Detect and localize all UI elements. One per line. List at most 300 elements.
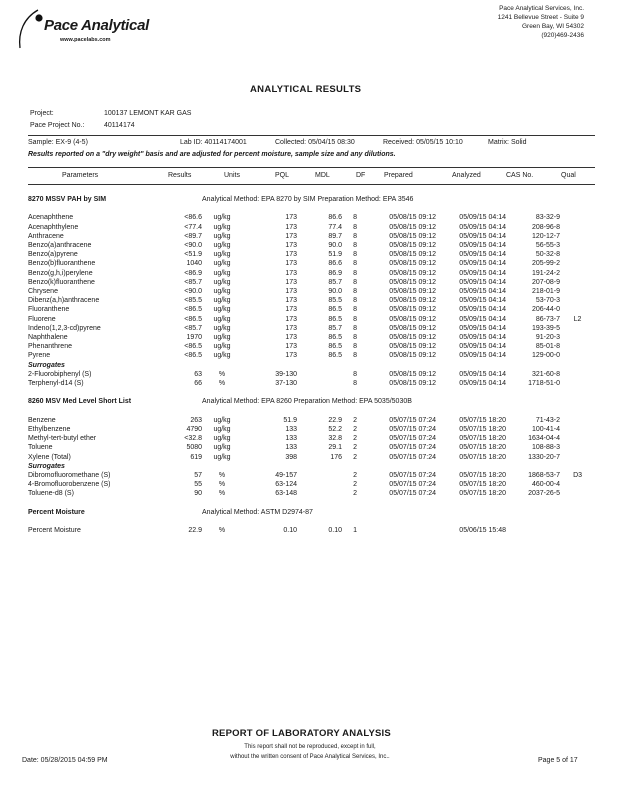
- lab-city: Green Bay, WI 54302: [521, 23, 584, 30]
- qual-cell: [560, 223, 595, 232]
- df-cell: 8: [353, 251, 357, 259]
- parameter-cell: Pyrene: [28, 352, 51, 360]
- cas-no-cell: 1868-53-7: [528, 472, 561, 480]
- df-cell: 8: [353, 297, 357, 305]
- result-cell: 22.9: [188, 527, 203, 535]
- prepared-cell: [370, 526, 436, 535]
- project-value: 100137 LEMONT KAR GAS: [104, 110, 192, 117]
- logo-wordmark: Pace Analytical: [44, 17, 150, 34]
- prepared-cell: 05/08/15 09:12: [389, 297, 437, 305]
- units-cell: ug/kg: [213, 444, 231, 452]
- table-row: [28, 296, 595, 305]
- df-cell: 8: [353, 306, 357, 314]
- mdl-cell: 86.5: [328, 334, 343, 342]
- section-method: Analytical Method: EPA 8270 by SIM Preparation Method: EPA 3546: [202, 196, 414, 203]
- col-header-cas: CAS No.: [506, 172, 534, 179]
- result-cell: <86.5: [184, 315, 203, 323]
- table-row: [28, 250, 595, 259]
- cas-no-cell: 86-73-7: [535, 315, 561, 323]
- table-row: [28, 370, 595, 379]
- results-note: Results reported on a "dry weight" basis and are adjusted for percent moisture, sample size and any dilutions.: [28, 151, 396, 158]
- analyzed-cell: 05/09/15 04:14: [459, 288, 507, 296]
- prepared-cell: 05/08/15 09:12: [389, 278, 437, 286]
- section-header-row: [28, 397, 595, 406]
- qual-cell: D3: [573, 472, 583, 480]
- prepared-cell: 05/08/15 09:12: [389, 370, 437, 378]
- pql-cell: 173: [285, 288, 298, 296]
- analyzed-cell: 05/09/15 04:14: [459, 251, 507, 259]
- section-method: Analytical Method: EPA 8260 Preparation Method: EPA 5035/5030B: [202, 398, 412, 406]
- gap-cell: [28, 499, 595, 508]
- parameter-cell: Toluene: [28, 444, 53, 452]
- table-row: [28, 526, 595, 535]
- mdl-cell: [297, 489, 342, 498]
- table-row: [28, 351, 595, 360]
- units-cell: ug/kg: [213, 251, 231, 259]
- prepared-cell: 05/08/15 09:12: [389, 269, 437, 277]
- parameter-cell: Naphthalene: [28, 334, 68, 342]
- cas-no-cell: 53-70-3: [535, 297, 561, 305]
- qual-cell: [560, 287, 595, 296]
- result-cell: 5080: [186, 444, 203, 452]
- prepared-cell: 05/08/15 09:12: [389, 315, 437, 323]
- analyzed-cell: 05/09/15 04:14: [459, 352, 507, 360]
- result-cell: 619: [190, 453, 203, 461]
- table-row: [28, 232, 595, 241]
- parameter-cell: Indeno(1,2,3-cd)pyrene: [28, 324, 101, 332]
- received: Received: 05/05/15 10:10: [383, 139, 463, 146]
- cas-no-cell: 207-08-9: [531, 278, 561, 286]
- result-cell: <85.7: [184, 278, 203, 286]
- qual-cell: [560, 416, 595, 425]
- analyzed-cell: 05/07/15 18:20: [459, 444, 507, 452]
- prepared-cell: 05/07/15 07:24: [389, 416, 437, 424]
- df-cell: 8: [353, 214, 357, 222]
- qual-cell: [560, 370, 595, 379]
- analyzed-cell: 05/09/15 04:14: [459, 214, 507, 222]
- mdl-cell: 85.7: [328, 278, 343, 286]
- report-date: Date: 05/28/2015 04:59 PM: [22, 757, 108, 764]
- footer-line-1: This report shall not be reproduced, except in full,: [244, 744, 376, 750]
- gap-cell: [28, 388, 595, 397]
- section-name: Percent Moisture: [28, 508, 85, 516]
- qual-cell: [560, 296, 595, 305]
- cas-no-cell: 460-00-4: [531, 481, 561, 489]
- mdl-cell: 90.0: [328, 288, 343, 296]
- page-number: Page 5 of 17: [538, 757, 578, 764]
- df-cell: 2: [353, 416, 357, 424]
- parameter-cell: Phenanthrene: [28, 343, 72, 351]
- qual-cell: [560, 443, 595, 452]
- df-cell: 8: [353, 380, 357, 388]
- mdl-cell: 52.2: [328, 426, 343, 434]
- result-cell: <86.5: [184, 343, 203, 351]
- surrogates-label-row: [28, 361, 595, 370]
- result-cell: 90: [194, 490, 203, 498]
- prepared-cell: 05/08/15 09:12: [389, 251, 437, 259]
- pql-cell: 49-157: [275, 472, 298, 480]
- units-cell: ug/kg: [213, 306, 231, 314]
- analyzed-cell: 05/07/15 18:20: [459, 481, 507, 489]
- sample-id: Sample: EX-9 (4-5): [28, 139, 88, 146]
- pql-cell: 173: [285, 343, 298, 351]
- units-cell: %: [218, 472, 226, 480]
- mdl-cell: 86.5: [328, 306, 343, 314]
- pql-cell: 173: [285, 334, 298, 342]
- table-row: [28, 342, 595, 351]
- result-cell: 263: [190, 416, 203, 424]
- prepared-cell: 05/07/15 07:24: [389, 490, 437, 498]
- table-row: [28, 213, 595, 222]
- cas-no-cell: 1330-20-7: [528, 453, 561, 461]
- qual-cell: [560, 351, 595, 360]
- mdl-cell: 85.5: [328, 297, 343, 305]
- result-cell: <86.5: [184, 352, 203, 360]
- mdl-cell: 89.7: [328, 232, 343, 240]
- analyzed-cell: 05/07/15 18:20: [459, 490, 507, 498]
- cas-no-cell: 50-32-8: [535, 251, 561, 259]
- result-cell: <51.9: [184, 251, 203, 259]
- df-cell: 2: [353, 453, 357, 461]
- table-row: [28, 434, 595, 443]
- mdl-cell: 77.4: [328, 223, 343, 231]
- surrogates-label: Surrogates: [28, 361, 65, 369]
- pql-cell: 39-130: [275, 370, 298, 378]
- cas-no-cell: 208-96-8: [531, 223, 561, 231]
- result-cell: <86.9: [184, 269, 203, 277]
- result-cell: 57: [194, 472, 203, 480]
- units-cell: ug/kg: [213, 278, 231, 286]
- analyzed-cell: 05/09/15 04:14: [459, 306, 507, 314]
- analyzed-cell: 05/09/15 04:14: [459, 315, 507, 323]
- divider: [28, 167, 595, 168]
- mdl-cell: 86.5: [328, 315, 343, 323]
- df-cell: 8: [353, 334, 357, 342]
- parameter-cell: Chrysene: [28, 288, 58, 296]
- prepared-cell: 05/08/15 09:12: [389, 232, 437, 240]
- analyzed-cell: 05/07/15 18:20: [459, 472, 507, 480]
- parameter-cell: 2-Fluorobiphenyl (S): [28, 370, 92, 378]
- table-row: [28, 241, 595, 250]
- mdl-cell: [297, 379, 342, 388]
- result-cell: <77.4: [184, 223, 203, 231]
- df-cell: 8: [353, 343, 357, 351]
- collected: Collected: 05/04/15 08:30: [275, 139, 355, 146]
- cas-no-cell: 91-20-3: [535, 334, 561, 342]
- table-row: [28, 416, 595, 425]
- prepared-cell: 05/08/15 09:12: [389, 242, 437, 249]
- mdl-cell: [297, 370, 342, 379]
- mdl-cell: [297, 480, 342, 489]
- qual-cell: [560, 434, 595, 443]
- gap-cell: [28, 407, 595, 416]
- prepared-cell: 05/07/15 07:24: [389, 444, 437, 452]
- page-title: ANALYTICAL RESULTS: [250, 84, 362, 95]
- analyzed-cell: 05/09/15 04:14: [459, 269, 507, 277]
- units-cell: ug/kg: [213, 343, 231, 351]
- units-cell: ug/kg: [213, 232, 231, 240]
- qual-cell: [560, 342, 595, 351]
- qual-cell: [560, 333, 595, 342]
- df-cell: 8: [353, 242, 357, 249]
- qual-cell: [560, 526, 595, 535]
- qual-cell: [560, 250, 595, 259]
- df-cell: 2: [353, 481, 357, 489]
- prepared-cell: 05/08/15 09:12: [389, 306, 437, 314]
- units-cell: %: [218, 481, 226, 489]
- divider: [28, 184, 595, 185]
- pql-cell: 398: [285, 453, 298, 461]
- parameter-cell: Terphenyl-d14 (S): [28, 380, 84, 388]
- parameter-cell: Xylene (Total): [28, 453, 71, 461]
- parameter-cell: Benzo(g,h,i)perylene: [28, 269, 93, 277]
- section-header-row: [28, 195, 595, 204]
- qual-cell: L2: [573, 315, 582, 323]
- df-cell: 1: [353, 527, 357, 535]
- pql-cell: 173: [285, 278, 298, 286]
- pql-cell: 173: [285, 269, 298, 277]
- analyzed-cell: 05/06/15 15:48: [459, 527, 507, 535]
- units-cell: %: [218, 527, 226, 535]
- prepared-cell: 05/08/15 09:12: [389, 223, 437, 231]
- pace-project-label: Pace Project No.:: [30, 122, 85, 129]
- table-row: [28, 333, 595, 342]
- df-cell: 2: [353, 426, 357, 434]
- mdl-cell: 51.9: [328, 251, 343, 259]
- result-cell: <90.0: [184, 242, 203, 249]
- row-gap: [28, 388, 595, 397]
- pql-cell: 173: [285, 324, 298, 332]
- result-cell: 63: [194, 370, 203, 378]
- cas-no-cell: 71-43-2: [535, 416, 561, 424]
- table-row: [28, 269, 595, 278]
- parameter-cell: Anthracene: [28, 232, 64, 240]
- parameter-cell: Percent Moisture: [28, 527, 81, 535]
- pql-cell: 173: [285, 223, 298, 231]
- pql-cell: 133: [285, 444, 298, 452]
- table-row: [28, 489, 595, 498]
- units-cell: ug/kg: [213, 288, 231, 296]
- parameter-cell: 4-Bromofluorobenzene (S): [28, 481, 111, 489]
- mdl-cell: 90.0: [328, 242, 343, 249]
- parameter-cell: Benzo(a)pyrene: [28, 251, 78, 259]
- mdl-cell: 29.1: [328, 444, 343, 452]
- section-name: 8260 MSV Med Level Short List: [28, 398, 132, 406]
- cas-no-cell: 83-32-9: [535, 214, 561, 222]
- analyzed-cell: 05/07/15 18:20: [459, 453, 507, 461]
- section-header-row: [28, 508, 595, 517]
- pql-cell: 173: [285, 232, 298, 240]
- cas-no-cell: 1718-51-0: [528, 380, 561, 388]
- lab-street: 1241 Bellevue Street - Suite 9: [497, 14, 584, 21]
- df-cell: 8: [353, 370, 357, 378]
- qual-cell: [560, 379, 595, 388]
- units-cell: %: [218, 380, 226, 388]
- cas-no-cell: 108-88-3: [531, 444, 561, 452]
- cas-no-cell: 56-55-3: [535, 242, 561, 249]
- pql-cell: 173: [285, 260, 298, 268]
- col-header-df: DF: [356, 172, 366, 179]
- analyzed-cell: 05/09/15 04:14: [459, 232, 507, 240]
- pql-cell: 173: [285, 242, 298, 249]
- mdl-cell: 86.5: [328, 352, 343, 360]
- result-cell: 1040: [186, 260, 203, 268]
- cas-no-cell: 2037-26-5: [528, 490, 561, 498]
- lab-id: Lab ID: 40114174001: [180, 139, 247, 146]
- cas-no-cell: 321-60-8: [531, 370, 561, 378]
- prepared-cell: 05/08/15 09:12: [389, 288, 437, 296]
- analyzed-cell: 05/09/15 04:14: [459, 343, 507, 351]
- analyzed-cell: 05/09/15 04:14: [459, 334, 507, 342]
- parameter-cell: Fluorene: [28, 315, 56, 323]
- analyzed-cell: 05/07/15 18:20: [459, 435, 507, 443]
- prepared-cell: 05/08/15 09:12: [389, 334, 437, 342]
- pql-cell: 173: [285, 251, 298, 259]
- row-gap: [28, 204, 595, 213]
- df-cell: 8: [353, 260, 357, 268]
- gap-cell: [28, 517, 595, 526]
- pql-cell: 37-130: [275, 380, 298, 388]
- logo-swoosh-icon: [14, 6, 44, 52]
- col-header-units: Units: [224, 172, 240, 179]
- pql-cell: 173: [285, 297, 298, 305]
- qual-cell: [560, 324, 595, 333]
- units-cell: ug/kg: [213, 426, 231, 434]
- qual-cell: [560, 259, 595, 268]
- gap-cell: [28, 204, 595, 213]
- units-cell: ug/kg: [213, 352, 231, 360]
- col-header-analyzed: Analyzed: [452, 172, 481, 179]
- parameter-cell: Toluene-d8 (S): [28, 490, 74, 498]
- df-cell: 2: [353, 444, 357, 452]
- df-cell: 2: [353, 490, 357, 498]
- result-cell: <32.8: [184, 435, 203, 443]
- units-cell: ug/kg: [213, 435, 231, 443]
- parameter-cell: Benzo(b)fluoranthene: [28, 260, 96, 268]
- analyzed-cell: 05/09/15 04:14: [459, 242, 507, 249]
- prepared-cell: 05/07/15 07:24: [389, 435, 437, 443]
- lab-address: [498, 4, 584, 40]
- prepared-cell: 05/07/15 07:24: [389, 453, 437, 461]
- pql-cell: 173: [285, 214, 298, 222]
- units-cell: ug/kg: [213, 334, 231, 342]
- row-gap: [28, 517, 595, 526]
- table-row: [28, 443, 595, 452]
- result-cell: <85.7: [184, 324, 203, 332]
- logo-url: www.pacelabs.com: [60, 37, 111, 43]
- mdl-cell: [297, 471, 342, 480]
- cas-no-cell: 1634-04-4: [528, 435, 561, 443]
- row-gap: [28, 499, 595, 508]
- col-header-parameters: Parameters: [62, 172, 99, 179]
- mdl-cell: 86.6: [328, 260, 343, 268]
- df-cell: 8: [353, 232, 357, 240]
- mdl-cell: 85.7: [328, 324, 343, 332]
- cas-no-cell: 100-41-4: [531, 426, 561, 434]
- cas-no-cell: 206-44-0: [531, 306, 561, 314]
- df-cell: 8: [353, 315, 357, 323]
- units-cell: %: [218, 370, 226, 378]
- lab-phone: (920)469-2436: [541, 32, 584, 39]
- analyzed-cell: 05/09/15 04:14: [459, 380, 507, 388]
- table-row: [28, 278, 595, 287]
- pql-cell: 63-124: [275, 481, 298, 489]
- prepared-cell: 05/07/15 07:24: [389, 426, 437, 434]
- qual-cell: [560, 489, 595, 498]
- pql-cell: 51.9: [283, 416, 298, 424]
- df-cell: 8: [353, 352, 357, 360]
- analyzed-cell: 05/07/15 18:20: [459, 426, 507, 434]
- col-header-mdl: MDL: [315, 172, 330, 179]
- lab-name: Pace Analytical Services, Inc.: [499, 5, 584, 12]
- units-cell: ug/kg: [213, 223, 231, 231]
- cas-no-cell: 193-39-5: [531, 324, 561, 332]
- table-row: [28, 315, 595, 324]
- prepared-cell: 05/08/15 09:12: [389, 352, 437, 360]
- table-row: [28, 471, 595, 480]
- df-cell: 8: [353, 288, 357, 296]
- mdl-cell: 86.6: [328, 214, 343, 222]
- cas-no-cell: 129-00-0: [531, 352, 561, 360]
- parameter-cell: Ethylbenzene: [28, 426, 71, 434]
- qual-cell: [560, 480, 595, 489]
- results-table: [28, 195, 595, 535]
- parameter-cell: Acenaphthene: [28, 214, 74, 222]
- df-cell: 8: [353, 278, 357, 286]
- parameter-cell: Benzene: [28, 416, 56, 424]
- qual-cell: [560, 453, 595, 462]
- pql-cell: 173: [285, 352, 298, 360]
- footer-line-2: without the written consent of Pace Analytical Services, Inc..: [230, 754, 390, 760]
- result-cell: 1970: [186, 334, 203, 342]
- pace-project-value: 40114174: [104, 122, 135, 129]
- parameter-cell: Acenaphthylene: [28, 223, 79, 231]
- units-cell: ug/kg: [213, 315, 231, 323]
- prepared-cell: 05/07/15 07:24: [389, 481, 437, 489]
- analyzed-cell: 05/07/15 18:20: [459, 416, 507, 424]
- table-row: [28, 453, 595, 462]
- mdl-cell: 86.9: [328, 269, 343, 277]
- qual-cell: [560, 278, 595, 287]
- pql-cell: 133: [285, 426, 298, 434]
- analyzed-cell: 05/09/15 04:14: [459, 297, 507, 305]
- qual-cell: [560, 213, 595, 222]
- cas-no-cell: 191-24-2: [531, 269, 561, 277]
- table-row: [28, 324, 595, 333]
- qual-cell: [560, 425, 595, 434]
- mdl-cell: 0.10: [328, 527, 343, 535]
- table-row: [28, 223, 595, 232]
- divider: [28, 135, 595, 136]
- col-header-results: Results: [168, 172, 192, 179]
- pql-cell: 0.10: [283, 527, 298, 535]
- table-row: [28, 379, 595, 388]
- units-cell: ug/kg: [213, 214, 231, 222]
- result-cell: 66: [194, 380, 203, 388]
- mdl-cell: 22.9: [328, 416, 343, 424]
- section-method: Analytical Method: ASTM D2974-87: [202, 508, 313, 516]
- project-label: Project:: [30, 110, 54, 117]
- result-cell: <86.6: [184, 214, 203, 222]
- qual-cell: [560, 241, 595, 250]
- parameter-cell: Dibromofluoromethane (S): [28, 472, 111, 480]
- prepared-cell: 05/08/15 09:12: [389, 260, 437, 268]
- table-row: [28, 480, 595, 489]
- prepared-cell: 05/08/15 09:12: [389, 214, 437, 222]
- result-cell: <90.0: [184, 288, 203, 296]
- cas-no-cell: [506, 526, 560, 535]
- pql-cell: 133: [285, 435, 298, 443]
